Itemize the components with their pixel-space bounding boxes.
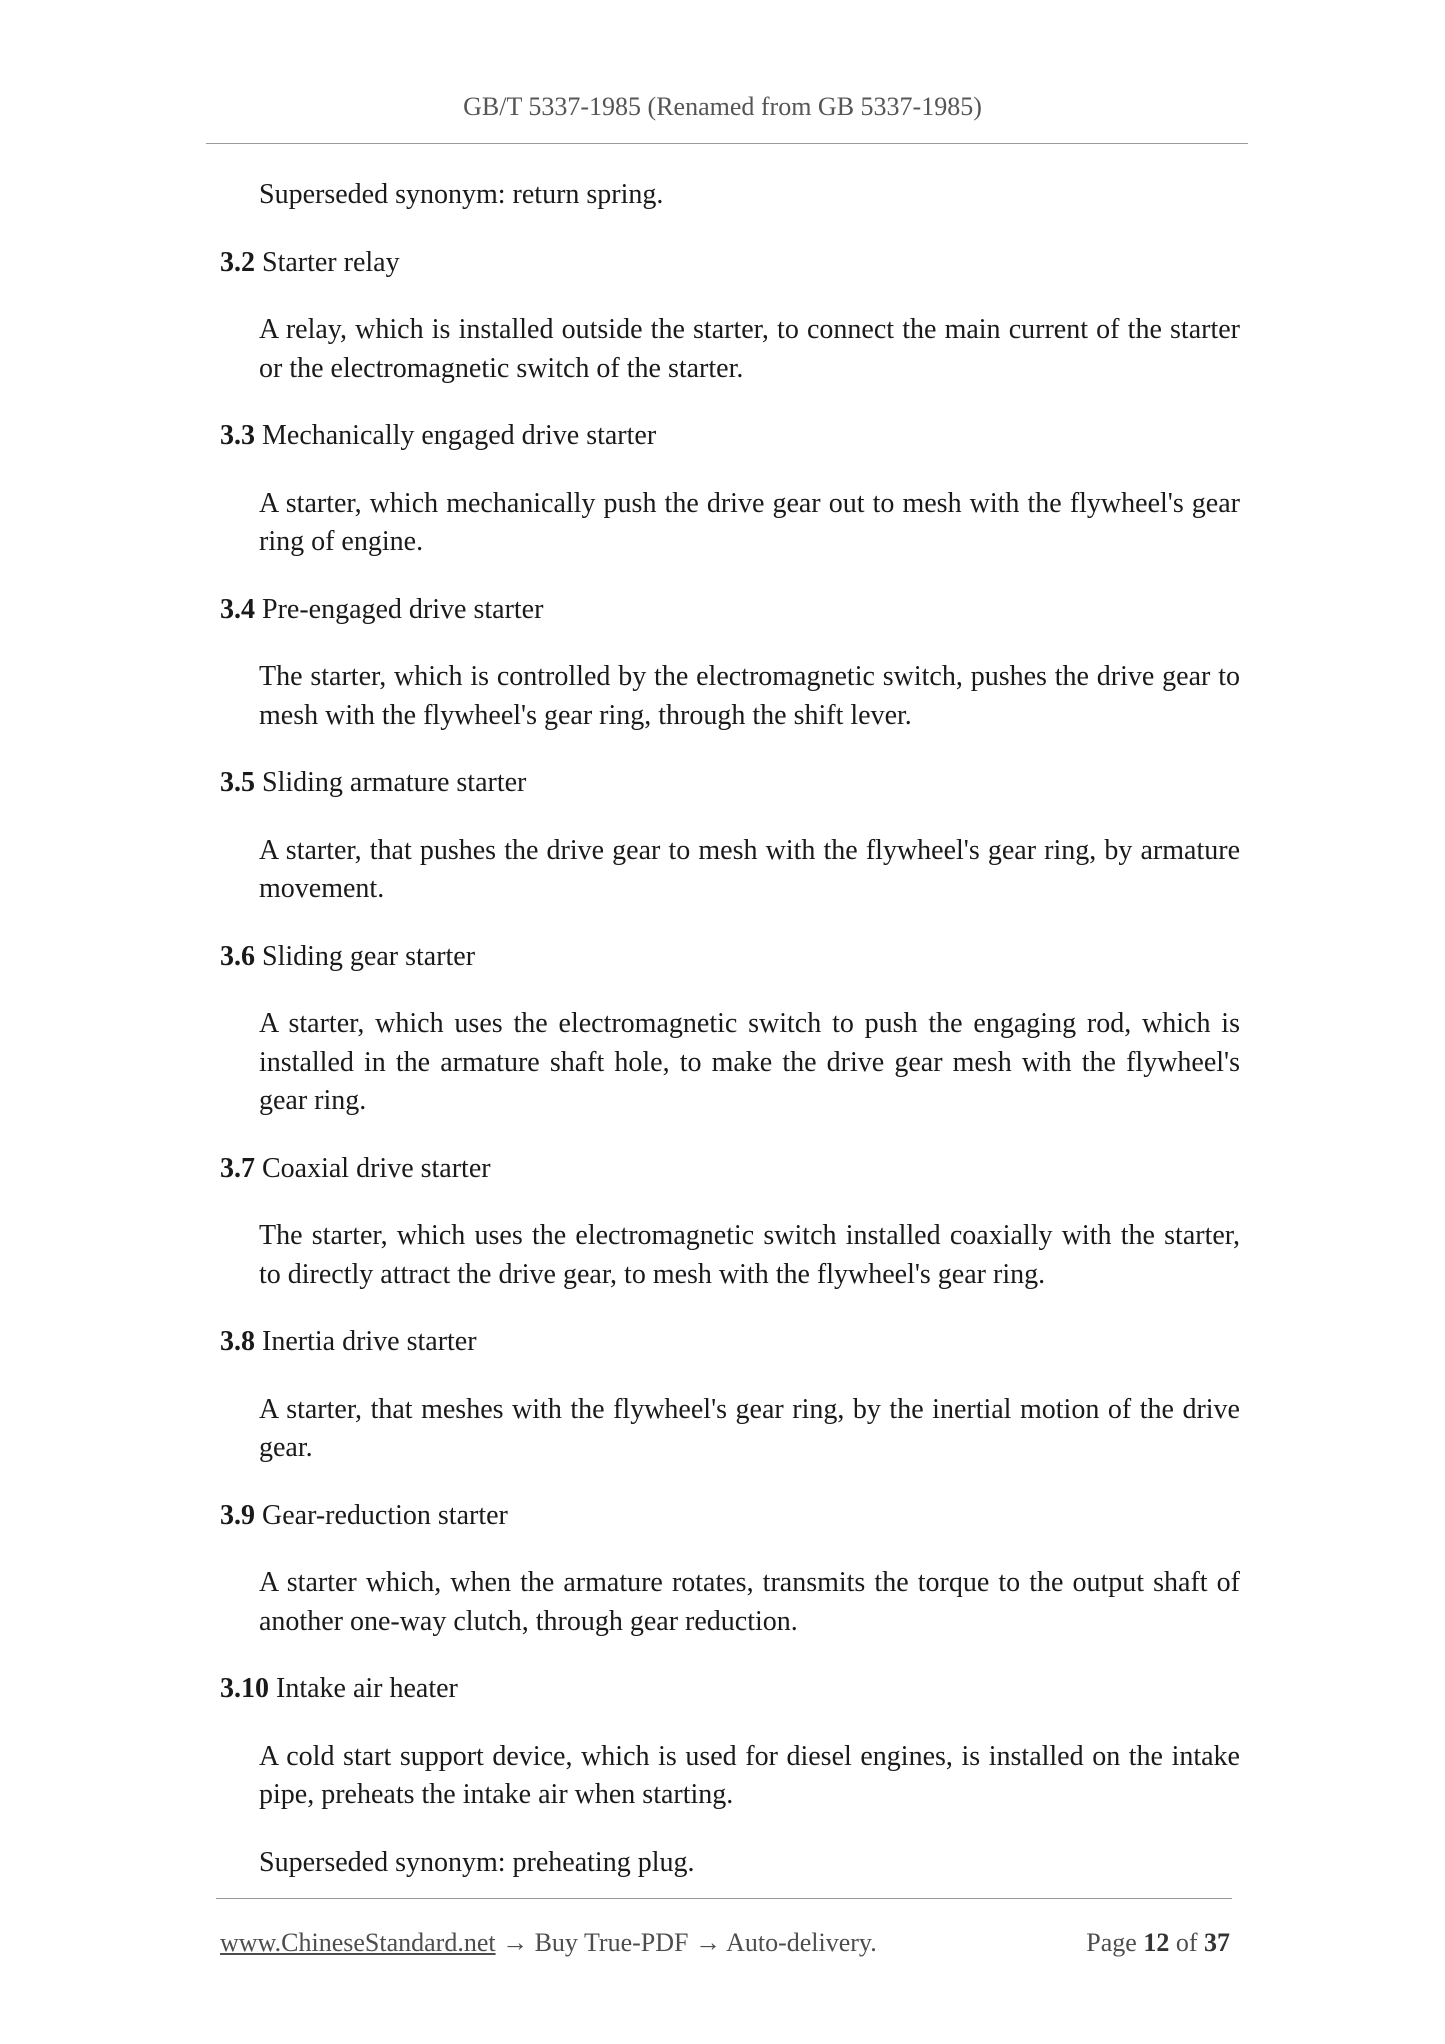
term-number: 3.8	[220, 1326, 255, 1357]
term-definition: A starter, that meshes with the flywheel's gear ring, by the inertial motion of the drive gear.	[259, 1393, 1240, 1463]
term-definition: A starter, which uses the electromagnetic switch to push the engaging rod, which is installed in the armature shaft hole, to make the drive gear mesh with the flywheel's gear ring.	[259, 1008, 1240, 1116]
term-heading	[220, 1670, 1240, 1709]
term-heading	[220, 764, 1240, 803]
arrow-right-icon: →	[695, 1928, 721, 1957]
term-title: Sliding gear starter	[262, 940, 476, 972]
term-definition: A starter which, when the armature rotates, transmits the torque to the output shaft of another one-way clutch, through gear reduction.	[259, 1567, 1240, 1637]
term-heading	[220, 591, 1240, 630]
term-heading	[220, 417, 1240, 456]
term-number: 3.4	[220, 593, 255, 625]
term-number: 3.6	[220, 940, 255, 972]
term-definition: A relay, which is installed outside the starter, to connect the main current of the starter or the electromagnetic switch of the starter.	[259, 314, 1240, 384]
term-title: Inertia drive starter	[262, 1326, 477, 1357]
term-definition: A starter, that pushes the drive gear to mesh with the flywheel's gear ring, by armature movement.	[259, 834, 1240, 904]
term-title: Pre-engaged drive starter	[262, 593, 544, 625]
term-heading	[220, 1150, 1240, 1189]
term-title: Coaxial drive starter	[262, 1152, 491, 1184]
term-heading	[220, 1497, 1240, 1536]
arrow-right-icon: →	[502, 1928, 529, 1957]
footer-divider	[216, 1898, 1232, 1899]
term-title: Sliding armature starter	[262, 767, 527, 798]
term-definition: A cold start support device, which is used for diesel engines, is installed on the intake pipe, preheats the intake air when starting.	[259, 1740, 1240, 1810]
header-divider	[206, 143, 1248, 144]
term-heading	[220, 938, 1240, 977]
term-number: 3.5	[220, 767, 255, 798]
term-number: 3.3	[220, 420, 255, 451]
of-label: of	[1175, 1928, 1198, 1957]
website-link[interactable]: www.ChineseStandard.net	[220, 1928, 496, 1957]
term-heading	[220, 1323, 1240, 1362]
term-number: 3.7	[220, 1152, 255, 1184]
page-footer	[220, 1928, 1230, 1958]
term-title: Mechanically engaged drive starter	[262, 420, 657, 451]
page-header: GB/T 5337-1985 (Renamed from GB 5337-1985)	[463, 92, 982, 121]
term-number: 3.2	[220, 246, 255, 278]
term-definition: The starter, which uses the electromagnetic switch installed coaxially with the starter, to directly attract the drive gear, to mesh with the flywheel's gear ring.	[259, 1220, 1240, 1290]
intro-synonym: Superseded synonym: return spring.	[259, 179, 664, 210]
term-number: 3.10	[220, 1673, 269, 1704]
document-body	[220, 176, 1240, 1911]
closing-synonym: Superseded synonym: preheating plug.	[259, 1846, 695, 1878]
term-title: Intake air heater	[276, 1673, 458, 1704]
current-page-number: 12	[1143, 1928, 1170, 1957]
page-indicator	[1086, 1928, 1230, 1958]
auto-delivery-text: Auto-delivery.	[726, 1928, 877, 1957]
term-definition: A starter, which mechanically push the drive gear out to mesh with the flywheel's gear ring of engine.	[259, 487, 1240, 557]
term-heading	[220, 244, 1240, 283]
term-number: 3.9	[220, 1499, 255, 1531]
term-title: Starter relay	[262, 246, 400, 278]
buy-pdf-text: Buy True-PDF	[534, 1928, 689, 1957]
term-definition: The starter, which is controlled by the electromagnetic switch, pushes the drive gear to mesh with the flywheel's gear ring, through the shift lever.	[259, 661, 1240, 731]
total-page-number: 37	[1204, 1928, 1230, 1957]
page-label: Page	[1086, 1928, 1137, 1957]
term-title: Gear-reduction starter	[262, 1499, 508, 1531]
